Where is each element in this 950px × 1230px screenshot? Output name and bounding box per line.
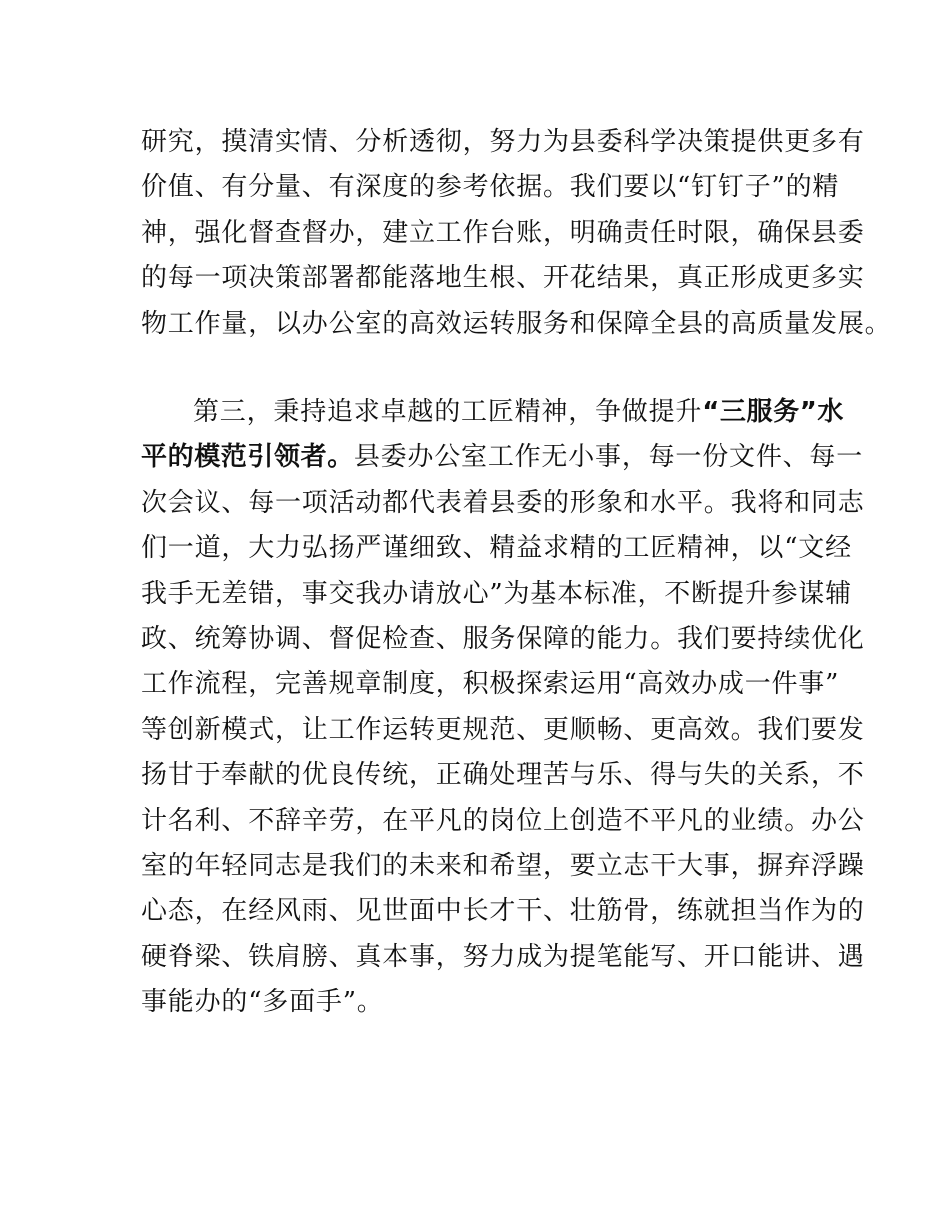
paragraph-1-line: 的每一项决策部署都能落地生根、开花结果，真正形成更多实 bbox=[141, 263, 865, 294]
paragraph-2-line: 等创新模式，让工作运转更规范、更顺畅、更高效。我们要发 bbox=[141, 714, 865, 745]
paragraph-2-line: 次会议、每一项活动都代表着县委的形象和水平。我将和同志 bbox=[141, 487, 865, 518]
paragraph-2-line: 心态，在经风雨、见世面中长才干、壮筋骨，练就担当作为的 bbox=[141, 896, 865, 927]
paragraph-1-line: 物工作量，以办公室的高效运转服务和保障全县的高质量发展。 bbox=[141, 308, 892, 339]
paragraph-2-heading-part-2: 平的模范引领者。 bbox=[141, 442, 354, 473]
paragraph-2-line: 们一道，大力弘扬严谨细致、精益求精的工匠精神，以“文经 bbox=[141, 533, 852, 564]
paragraph-2-line: 政、统筹协调、督促检查、服务保障的能力。我们要持续优化 bbox=[141, 623, 865, 654]
paragraph-2-line: 扬甘于奉献的优良传统，正确处理苦与乐、得与失的关系，不 bbox=[141, 760, 865, 791]
paragraph-2 bbox=[141, 390, 865, 1025]
paragraph-2-line: 我手无差错，事交我办请放心”为基本标准，不断提升参谋辅 bbox=[141, 578, 852, 609]
paragraph-2-prefix: 第三，秉持追求卓越的工匠精神，争做提升 bbox=[193, 397, 703, 427]
paragraph-1 bbox=[141, 120, 892, 347]
paragraph-2-line: 硬脊梁、铁肩膀、真本事，努力成为提笔能写、开口能讲、遇 bbox=[141, 941, 865, 972]
paragraph-2-line: 工作流程，完善规章制度，积极探索运用“高效办成一件事” bbox=[141, 669, 840, 700]
paragraph-2-second-line-text: 县委办公室工作无小事，每一份文件、每一 bbox=[353, 442, 864, 473]
paragraph-1-line: 研究，摸清实情、分析透彻，努力为县委科学决策提供更多有 bbox=[141, 127, 865, 157]
paragraph-1-line: 价值、有分量、有深度的参考依据。我们要以“钉钉子”的精 bbox=[141, 172, 840, 203]
paragraph-2-line: 室的年轻同志是我们的未来和希望，要立志干大事，摒弃浮躁 bbox=[141, 850, 865, 881]
paragraph-2-line: 计名利、不辞辛劳，在平凡的岗位上创造不平凡的业绩。办公 bbox=[141, 805, 865, 836]
paragraph-2-line: 事能办的“多面手”。 bbox=[141, 987, 384, 1018]
paragraph-2-first-line bbox=[141, 390, 844, 435]
paragraph-1-line: 神，强化督查督办，建立工作台账，明确责任时限，确保县委 bbox=[141, 217, 865, 248]
paragraph-2-heading-part-1: “三服务”水 bbox=[702, 397, 844, 427]
paragraph-2-second-line bbox=[141, 435, 864, 480]
